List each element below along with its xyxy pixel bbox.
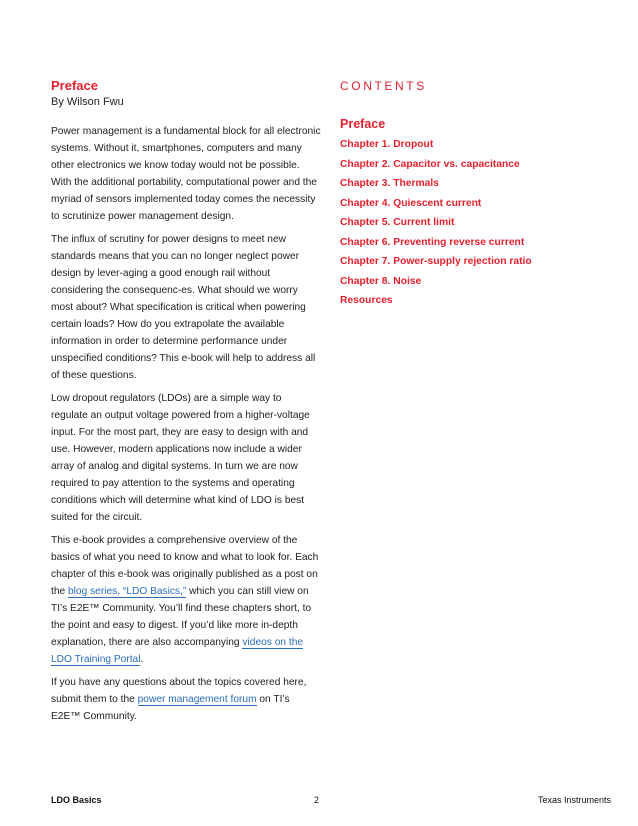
blog-series-link[interactable]: blog series, “LDO Basics,” [68,586,187,597]
preface-paragraph-4 [51,532,321,668]
toc-item-chapter-7[interactable]: Chapter 7. Power-supply rejection ratio [340,256,532,267]
page-footer [51,795,611,809]
contents-label: CONTENTS [340,79,427,93]
toc-item-chapter-8[interactable]: Chapter 8. Noise [340,275,422,287]
preface-section [51,78,321,731]
p4-text-a: This e-book provides a comprehensive overview of the basics of what you need to know and what to look for. Each chapter of this e-book was originally published as a post on the [51,535,319,597]
toc-item-chapter-3[interactable]: Chapter 3. Thermals [340,178,439,189]
preface-paragraph-3: Low dropout regulators (LDOs) are a simple way to regulate an output voltage powered from a higher-voltage input. For the most part, they are easy to design with and use. However, modern applications now include a wider array of analog and digital systems. In turn we are now required to pay attention to the systems and operating conditions which will determine what kind of LDO is best suited for the circuit. [51,393,310,523]
p5-text-b: on TI’s E2E™ Community. [51,694,290,722]
preface-paragraph-2: The influx of scrutiny for power designs to meet new standards means that you can no longer neglect power design by lever-aging a good enough rail without considering the consequenc-es. What should we worry most about? What specification is critical when powering certain loads? How do you extrapolate the available information in order to determine performance under unspecified conditions? This e-book will help to address all of these questions. [51,234,316,381]
toc-item-resources[interactable]: Resources [340,295,393,306]
power-management-forum-link[interactable]: power management forum [137,694,257,705]
ldo-training-portal-link[interactable]: videos on the LDO Training Portal [51,637,304,665]
toc-item-chapter-4[interactable]: Chapter 4. Quiescent current [340,197,482,209]
contents-section [340,78,590,311]
toc-item-chapter-1[interactable]: Chapter 1. Dropout [340,139,434,150]
footer-doc-title: LDO Basics [51,795,102,805]
toc-item-chapter-2[interactable]: Chapter 2. Capacitor vs. capacitance [340,158,520,170]
toc-item-preface[interactable]: Preface [340,117,386,131]
preface-title: Preface [51,78,98,93]
footer-page-number: 2 [314,795,320,805]
preface-paragraph-5 [51,674,321,725]
toc-list [340,135,590,311]
preface-byline: By Wilson Fwu [51,96,124,108]
toc-item-chapter-6[interactable]: Chapter 6. Preventing reverse current [340,236,525,248]
p4-text-c: . [140,654,144,665]
toc-item-chapter-5[interactable]: Chapter 5. Current limit [340,217,455,228]
p5-text-a: If you have any questions about the topics covered here, submit them to the [51,677,307,705]
footer-company: Texas Instruments [537,795,611,805]
preface-paragraph-1: Power management is a fundamental block for all electronic systems. Without it, smartphones, computers and many other electronics we know today would not be possible. With the additional portability, computational power and the myriad of sensors implemented today comes the necessity to scrutinize power management design. [51,126,321,222]
p4-text-b: which you can still view on TI’s E2E™ Community. You’ll find these chapters short, to the point and easy to digest. If you’d like more in-depth explanation, there are also accompanying [51,586,312,648]
